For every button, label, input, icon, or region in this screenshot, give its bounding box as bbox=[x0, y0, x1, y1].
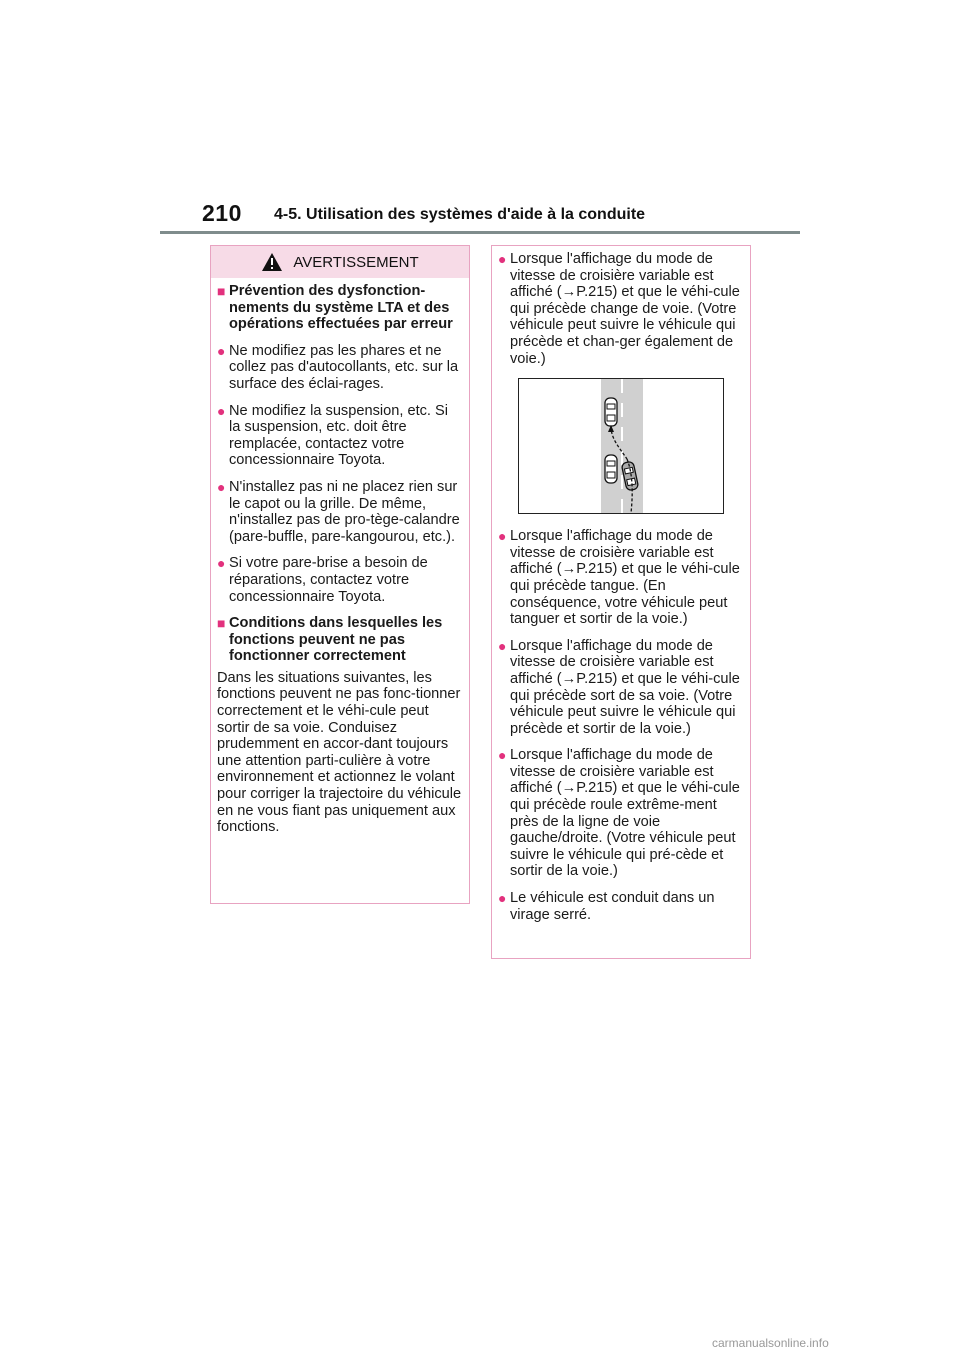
warning-triangle-icon bbox=[261, 252, 283, 272]
circle-bullet-icon: ● bbox=[217, 402, 226, 419]
chapter-title: 4-5. Utilisation des systèmes d'aide à la conduite bbox=[274, 206, 646, 223]
page-header bbox=[0, 0, 960, 240]
section-heading-conditions bbox=[217, 615, 463, 665]
own-car-icon bbox=[605, 455, 617, 483]
list-item bbox=[498, 747, 744, 880]
lane-change-illustration bbox=[518, 378, 724, 514]
list-item-text: N'installez pas ni ne placez rien sur le capot ou la grille. De même, n'installez pas de pro-tège-calandre (pare-buffle, pare-kangourou, etc.). bbox=[229, 478, 460, 545]
continued-content bbox=[492, 246, 750, 923]
lane-change-diagram bbox=[519, 379, 723, 513]
section-title: Prévention des dysfonction-nements du système LTA et des opérations effectuées par erreur bbox=[229, 283, 453, 333]
list-item bbox=[217, 403, 463, 469]
section-heading-prevention bbox=[217, 283, 463, 333]
list-item bbox=[498, 638, 744, 738]
warning-content bbox=[211, 278, 469, 836]
list-item-text: Lorsque l'affichage du mode de vitesse de croisière variable est affiché (→P.215) et que le véhi-cule qui précède sort de sa voie. (Votre véhicule peut suivre le véhicule qui précède et sortir de la voie.) bbox=[510, 637, 740, 737]
page-number: 210 bbox=[202, 200, 242, 226]
list-item bbox=[217, 343, 463, 393]
square-bullet-icon: ■ bbox=[217, 615, 226, 632]
circle-bullet-icon: ● bbox=[498, 251, 507, 267]
circle-bullet-icon: ● bbox=[498, 747, 507, 764]
list-item-text: Lorsque l'affichage du mode de vitesse de croisière variable est affiché (→P.215) et que le véhi-cule qui précède roule extrême-ment près de la ligne de voie gauche/droite. (Votre véhicule peut suivre le véhicule qui pré-cède et sortir de la voie.) bbox=[510, 747, 740, 880]
list-item bbox=[498, 251, 744, 367]
square-bullet-icon: ■ bbox=[217, 283, 226, 299]
circle-bullet-icon: ● bbox=[217, 555, 226, 572]
list-item-text: Le véhicule est conduit dans un virage serré. bbox=[510, 890, 715, 923]
list-item-text: Si votre pare-brise a besoin de réparations, contactez votre concessionnaire Toyota. bbox=[229, 555, 428, 605]
list-item bbox=[498, 528, 744, 628]
list-item bbox=[498, 890, 744, 923]
circle-bullet-icon: ● bbox=[498, 890, 507, 907]
list-item-text: Ne modifiez pas les phares et ne collez pas d'autocollants, etc. sur la surface des éclai-rages. bbox=[229, 342, 459, 392]
warning-box bbox=[210, 245, 470, 904]
list-item-text: Ne modifiez la suspension, etc. Si la suspension, etc. doit être remplacée, contactez votre concessionnaire Toyota. bbox=[229, 402, 449, 469]
list-item bbox=[217, 555, 463, 605]
header-rule bbox=[160, 231, 800, 234]
warning-label: AVERTISSEMENT bbox=[293, 253, 419, 271]
list-item-text: Lorsque l'affichage du mode de vitesse de croisière variable est affiché (→P.215) et que le véhi-cule qui précède tangue. (En conséquence, votre véhicule peut tanguer et sortir de la voie.) bbox=[510, 528, 740, 628]
section-title: Conditions dans lesquelles les fonctions peuvent ne pas fonctionner correctement bbox=[229, 615, 443, 665]
circle-bullet-icon: ● bbox=[217, 478, 226, 495]
circle-bullet-icon: ● bbox=[498, 637, 507, 654]
watermark: carmanualsonline.info bbox=[712, 1336, 829, 1350]
list-item bbox=[217, 479, 463, 545]
warning-header bbox=[211, 246, 469, 278]
circle-bullet-icon: ● bbox=[498, 528, 507, 545]
lead-car-icon bbox=[605, 398, 617, 426]
list-item-text: Lorsque l'affichage du mode de vitesse de croisière variable est affiché (→P.215) et que le véhi-cule qui précède change de voie. (Votre véhicule peut suivre le véhicule qui précède et chan-ger également de voie.) bbox=[510, 251, 740, 367]
circle-bullet-icon: ● bbox=[217, 342, 226, 359]
conditions-paragraph: Dans les situations suivantes, les fonctions peuvent ne pas fonc-tionner correctement et le véhi-cule peut sortir de sa voie. Conduisez prudemment en accor-dant toujours une attention parti-culière à votre environnement et actionnez le volant pour corriger la trajectoire du véhicule en ne vous fiant pas uniquement aux fonctions. bbox=[217, 669, 462, 836]
continued-warning-box bbox=[491, 245, 751, 959]
